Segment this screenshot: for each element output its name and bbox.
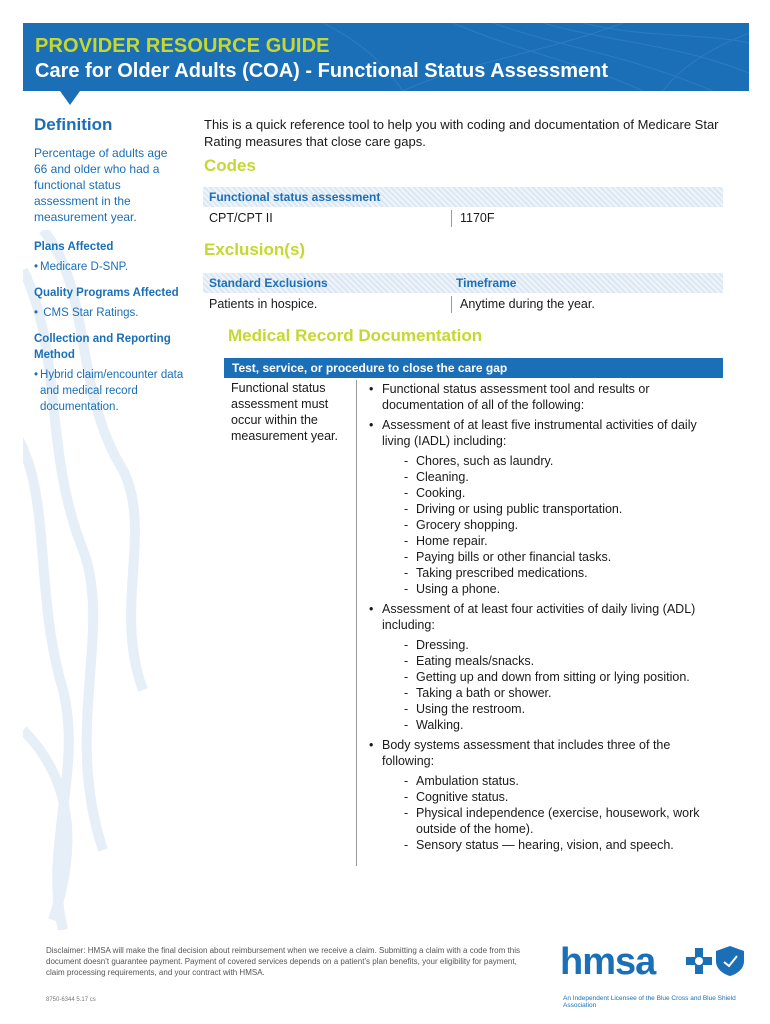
timeframe-header-label: Timeframe: [456, 276, 517, 290]
exclusions-heading: Exclusion(s): [204, 240, 306, 259]
header-banner: [23, 23, 749, 91]
column-divider: [451, 296, 452, 313]
mrd-heading: Medical Record Documentation: [228, 326, 483, 345]
collection-method-item: • Hybrid claim/encounter data and medical record documentation.: [34, 369, 184, 413]
list-item: • Assessment of at least five instrumental activities of daily living (IADL) including:: [367, 417, 723, 449]
exclusions-header-label: Standard Exclusions: [209, 276, 328, 290]
codes-header-label: Functional status assessment: [209, 190, 381, 204]
body-system-item: - Ambulation status.: [404, 773, 723, 789]
document-title: PROVIDER RESOURCE GUIDE: [35, 35, 330, 57]
logo-wordmark: hmsa: [560, 941, 656, 983]
mrd-table-header: [224, 358, 723, 378]
form-number: 8750-6344 5.17 cs: [46, 997, 96, 1003]
blue-cross-icon: [686, 948, 712, 974]
iadl-item: - Taking prescribed medications.: [404, 565, 723, 581]
iadl-item: - Home repair.: [404, 533, 723, 549]
adl-item: - Walking.: [404, 717, 723, 733]
iadl-item: - Paying bills or other financial tasks.: [404, 549, 723, 565]
plans-affected-item: • Medicare D-SNP.: [34, 261, 129, 273]
exclusion-value: Patients in hospice.: [209, 297, 318, 311]
iadl-item: - Driving or using public transportation.: [404, 501, 723, 517]
definition-heading: Definition: [34, 115, 113, 134]
hmsa-logo: [560, 940, 750, 1002]
sidebar: [34, 115, 184, 425]
mrd-requirement: Functional status assessment must occur within the measurement year.: [231, 381, 338, 443]
codes-table: [203, 187, 723, 229]
exclusions-table-header: [203, 273, 723, 293]
adl-item: - Dressing.: [404, 637, 723, 653]
disclaimer-text: Disclaimer: HMSA will make the final decision about reimbursement when we receive a claim. Submitting a claim with a code from this document doesn’t guarantee payment. Payment of covered services depends on a patient’s plan benefits, your eligibility for payment, claim processing requirements, and your contract with HMSA.: [46, 946, 520, 977]
banner-notch: [60, 91, 80, 105]
quality-programs-heading: Quality Programs Affected: [34, 287, 179, 299]
iadl-item: - Cleaning.: [404, 469, 723, 485]
codes-table-header: [203, 187, 723, 207]
mrd-header-label: Test, service, or procedure to close the care gap: [232, 361, 508, 375]
logo-tagline: An Independent Licensee of the Blue Cross and Blue Shield Association: [563, 995, 736, 1009]
list-item: • Assessment of at least four activities of daily living (ADL) including:: [367, 601, 723, 633]
adl-list: [404, 637, 723, 733]
adl-item: - Eating meals/snacks.: [404, 653, 723, 669]
column-divider: [356, 380, 357, 866]
iadl-item: - Using a phone.: [404, 581, 723, 597]
code-type: CPT/CPT II: [209, 211, 273, 225]
document-subtitle: Care for Older Adults (COA) - Functional Status Assessment: [35, 60, 609, 82]
timeframe-value: Anytime during the year.: [460, 297, 595, 311]
adl-item: - Using the restroom.: [404, 701, 723, 717]
body-system-item: - Cognitive status.: [404, 789, 723, 805]
iadl-item: - Grocery shopping.: [404, 517, 723, 533]
plans-affected-heading: Plans Affected: [34, 241, 114, 253]
adl-item: - Taking a bath or shower.: [404, 685, 723, 701]
list-item: • Functional status assessment tool and results or documentation of all of the following:: [367, 381, 723, 413]
table-row: [203, 207, 723, 229]
iadl-item: - Cooking.: [404, 485, 723, 501]
exclusions-table: [203, 273, 723, 315]
iadl-list: [404, 453, 723, 597]
iadl-item: - Chores, such as laundry.: [404, 453, 723, 469]
collection-method-heading: Collection and Reporting Method: [34, 333, 171, 361]
mrd-details: [367, 381, 723, 857]
body-systems-list: [404, 773, 723, 853]
blue-shield-icon: [716, 946, 744, 976]
quality-programs-item: • CMS Star Ratings.: [34, 307, 139, 319]
body-system-item: - Physical independence (exercise, housework, work outside of the home).: [404, 805, 723, 837]
column-divider: [451, 210, 452, 227]
body-system-item: - Sensory status — hearing, vision, and speech.: [404, 837, 723, 853]
code-value: 1170F: [460, 211, 495, 225]
intro-text: This is a quick reference tool to help you with coding and documentation of Medicare Star Rating measures that close care gaps.: [204, 117, 719, 149]
table-row: [203, 293, 723, 315]
codes-heading: Codes: [204, 156, 256, 175]
adl-item: - Getting up and down from sitting or lying position.: [404, 669, 723, 685]
definition-text: Percentage of adults age 66 and older who had a functional status assessment in the measurement year.: [34, 146, 168, 224]
list-item: • Body systems assessment that includes three of the following:: [367, 737, 723, 769]
